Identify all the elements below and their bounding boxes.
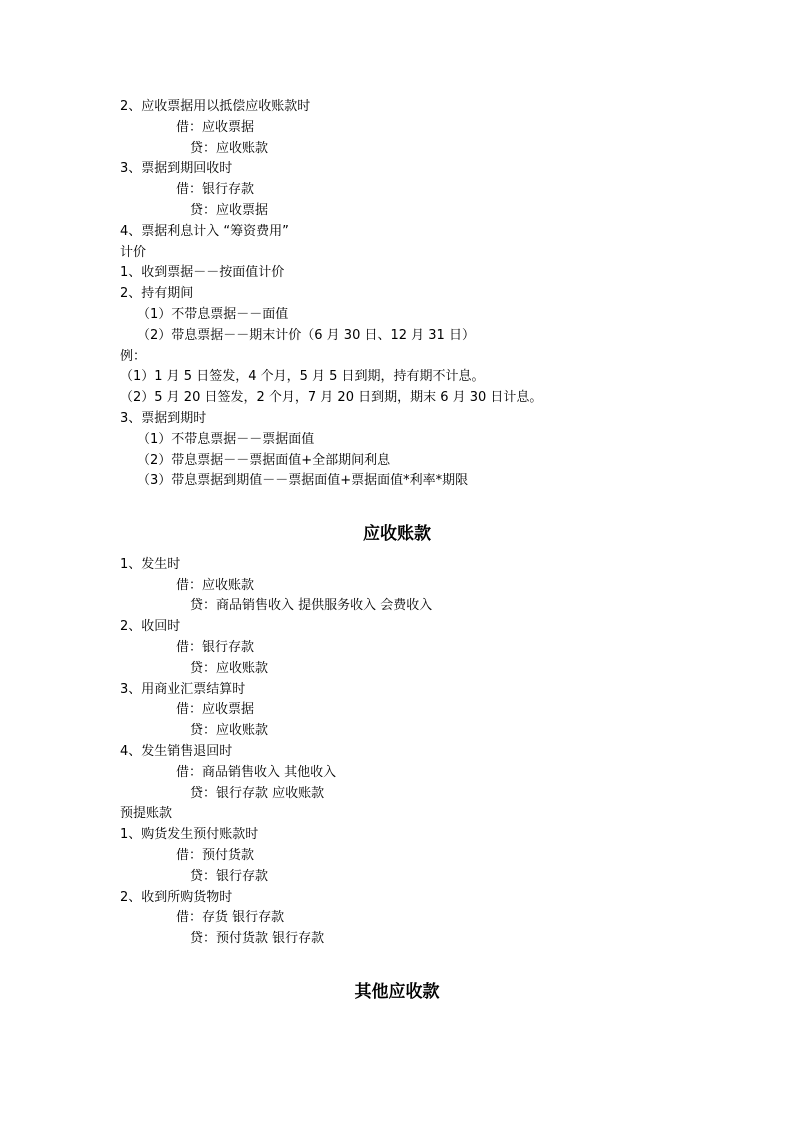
example-line: （1）1 月 5 日签发，4 个月，5 月 5 日到期，持有期不计息。 [120,369,485,384]
text-line: 1、发生时 [120,557,181,572]
section-heading-accounts-receivable: 应收账款 [363,524,431,544]
debit-line: 借：预付货款 [176,848,255,863]
subheading-pricing: 计价 [120,245,147,260]
credit-line: 贷：应收票据 [190,203,269,218]
text-line: （1）不带息票据－－面值 [137,307,289,322]
credit-line: 贷：银行存款 应收账款 [190,786,325,801]
text-line: 2、应收票据用以抵偿应收账款时 [120,99,311,114]
text-line: 3、用商业汇票结算时 [120,682,246,697]
credit-line: 贷：应收账款 [190,141,269,156]
debit-line: 借：应收票据 [176,702,255,717]
text-line: 3、票据到期回收时 [120,161,233,176]
text-line: （1）不带息票据－－票据面值 [137,432,315,447]
section-heading-other-receivables: 其他应收款 [354,982,440,1002]
credit-line: 贷：预付货款 银行存款 [190,931,325,946]
text-line: 2、收到所购货物时 [120,890,233,905]
debit-line: 借：银行存款 [176,182,255,197]
text-line: （2）带息票据－－期末计价（6 月 30 日、12 月 31 日） [137,328,475,343]
debit-line: 借：银行存款 [176,640,255,655]
text-line: 3、票据到期时 [120,411,207,426]
text-line: 2、收回时 [120,619,181,634]
credit-line: 贷：应收账款 [190,661,269,676]
debit-line: 借：存货 银行存款 [176,910,285,925]
text-line: （3）带息票据到期值－－票据面值+票据面值*利率*期限 [137,473,469,488]
example-label: 例： [120,349,147,364]
credit-line: 贷：应收账款 [190,723,269,738]
text-line: 1、购货发生预付账款时 [120,827,259,842]
text-line: 4、票据利息计入 “筹资费用” [120,224,289,239]
debit-line: 借：应收账款 [176,578,255,593]
example-line: （2）5 月 20 日签发，2 个月，7 月 20 日到期，期末 6 月 30 日计息。 [120,390,543,405]
credit-line: 贷：商品销售收入 提供服务收入 会费收入 [190,598,433,613]
subheading-prepayments: 预提账款 [120,806,173,821]
debit-line: 借：应收票据 [176,120,255,135]
text-line: 2、持有期间 [120,286,194,301]
text-line: （2）带息票据－－票据面值+全部期间利息 [137,453,391,468]
debit-line: 借：商品销售收入 其他收入 [176,765,337,780]
credit-line: 贷：银行存款 [190,869,269,884]
text-line: 4、发生销售退回时 [120,744,233,759]
text-line: 1、收到票据－－按面值计价 [120,265,285,280]
